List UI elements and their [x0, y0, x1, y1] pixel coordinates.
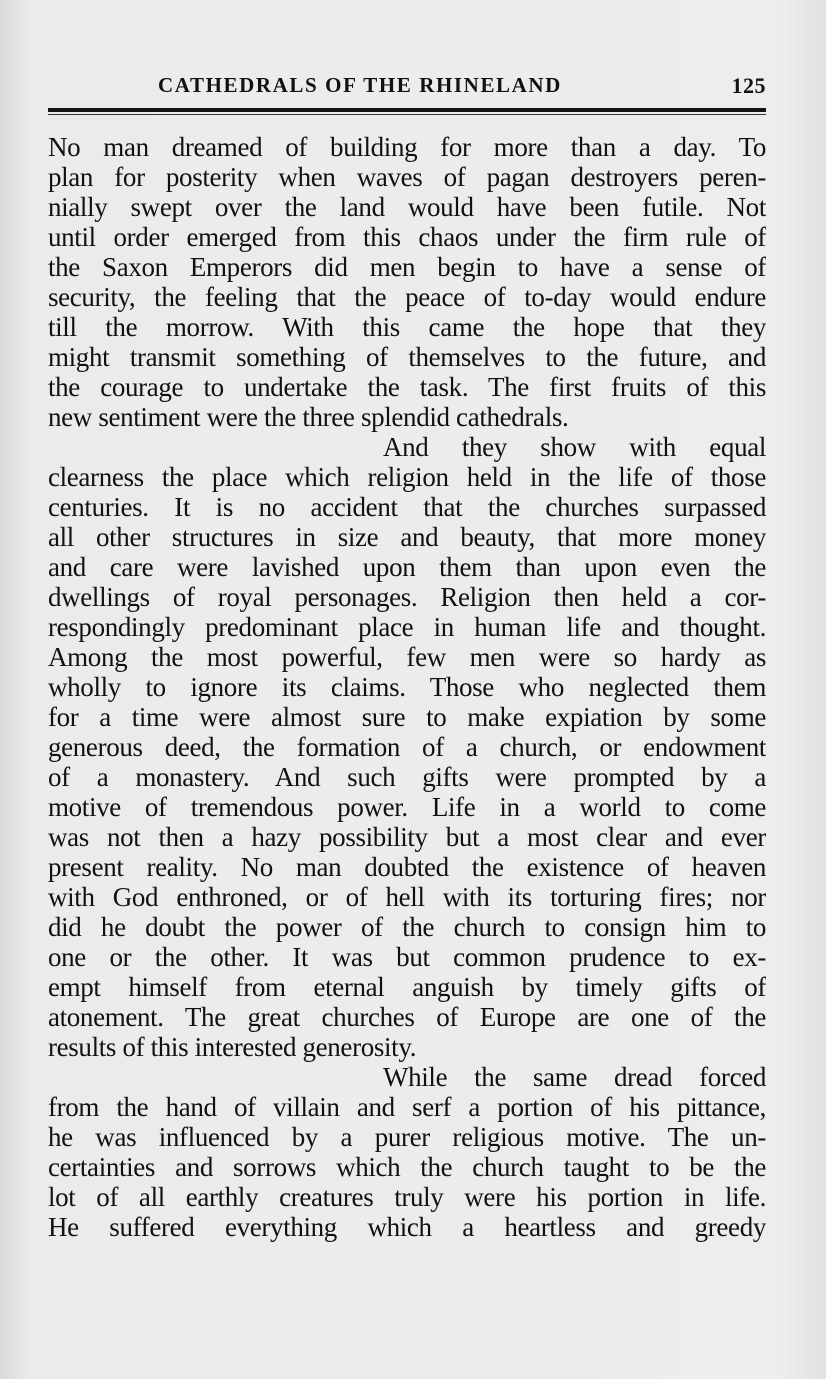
running-head	[48, 73, 766, 103]
text-line: generous deed, the formation of a church, or endowment	[48, 732, 766, 762]
header-rule-thin	[48, 114, 766, 115]
text-line: of a monastery. And such gifts were prompted by a	[48, 762, 766, 792]
text-line: centuries. It is no accident that the churches surpassed	[48, 492, 766, 522]
text-line: atonement. The great churches of Europe are one of the	[48, 1002, 766, 1032]
page-number: 125	[731, 73, 766, 98]
text-line: plan for posterity when waves of pagan destroyers peren-	[48, 162, 766, 192]
text-line: empt himself from eternal anguish by timely gifts of	[48, 972, 766, 1002]
running-title: CATHEDRALS OF THE RHINELAND	[158, 73, 562, 97]
text-line: present reality. No man doubted the existence of heaven	[48, 852, 766, 882]
text-line: nially swept over the land would have been futile. Not	[48, 192, 766, 222]
text-line: lot of all earthly creatures truly were his portion in life.	[48, 1182, 766, 1212]
text-line: the courage to undertake the task. The first fruits of this	[48, 372, 766, 402]
text-line: He suffered everything which a heartless and greedy	[48, 1212, 766, 1242]
text-line: security, the feeling that the peace of to-day would endure	[48, 282, 766, 312]
text-line: dwellings of royal personages. Religion then held a cor-	[48, 582, 766, 612]
text-line: did he doubt the power of the church to consign him to	[48, 912, 766, 942]
paragraph-end-line: new sentiment were the three splendid cathedrals.	[48, 402, 569, 432]
body-text	[48, 132, 766, 1242]
text-line: certainties and sorrows which the church taught to be the	[48, 1152, 766, 1182]
text-line: clearness the place which religion held in the life of those	[48, 462, 766, 492]
paragraph-end-line: results of this interested generosity.	[48, 1032, 417, 1062]
text-line: with God enthroned, or of hell with its torturing fires; nor	[48, 882, 766, 912]
text-line: he was influenced by a purer religious motive. The un-	[48, 1122, 766, 1152]
paragraph-start-line: While the same dread forced	[383, 1062, 766, 1092]
text-line: wholly to ignore its claims. Those who neglected them	[48, 672, 766, 702]
text-line: until order emerged from this chaos under the firm rule of	[48, 222, 766, 252]
text-line: one or the other. It was but common prudence to ex-	[48, 942, 766, 972]
text-line: all other structures in size and beauty, that more money	[48, 522, 766, 552]
text-line: for a time were almost sure to make expiation by some	[48, 702, 766, 732]
paragraph-start-line: And they show with equal	[383, 432, 766, 462]
header-rule-thick	[48, 108, 766, 112]
text-line: was not then a hazy possibility but a most clear and ever	[48, 822, 766, 852]
text-line: the Saxon Emperors did men begin to have a sense of	[48, 252, 766, 282]
text-line: from the hand of villain and serf a portion of his pittance,	[48, 1092, 766, 1122]
text-line: and care were lavished upon them than upon even the	[48, 552, 766, 582]
text-line: Among the most powerful, few men were so hardy as	[48, 642, 766, 672]
text-line: till the morrow. With this came the hope that they	[48, 312, 766, 342]
text-line: respondingly predominant place in human life and thought.	[48, 612, 766, 642]
text-line: No man dreamed of building for more than a day. To	[48, 132, 766, 162]
text-line: might transmit something of themselves to the future, and	[48, 342, 766, 372]
text-line: motive of tremendous power. Life in a world to come	[48, 792, 766, 822]
